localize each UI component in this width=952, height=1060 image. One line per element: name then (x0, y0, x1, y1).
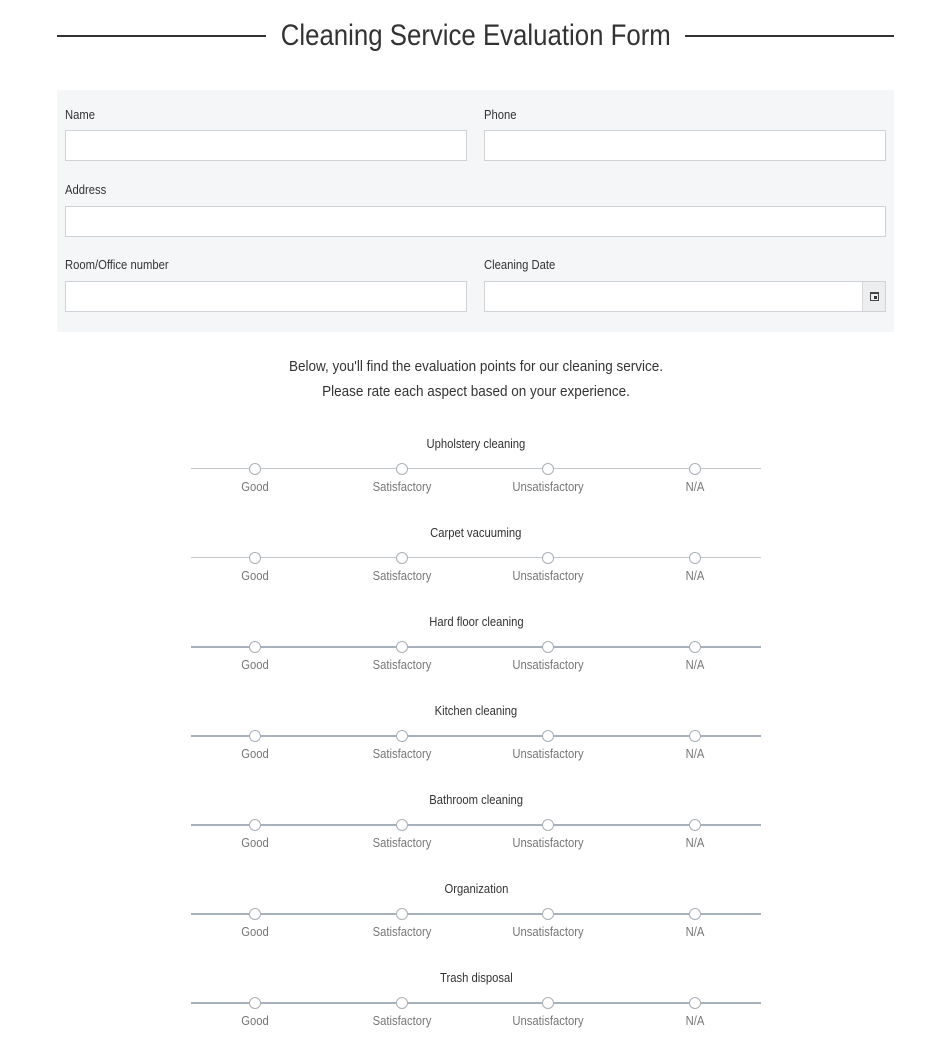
header-rule-right (685, 35, 894, 37)
rating-option[interactable] (342, 908, 462, 939)
rating-option[interactable] (635, 819, 755, 850)
question-label (0, 526, 952, 540)
rating-option[interactable] (195, 908, 315, 939)
rating-option-label: Unsatisfactory (512, 747, 584, 761)
rating-option[interactable] (488, 908, 608, 939)
rating-option[interactable] (488, 997, 608, 1028)
rating-option[interactable] (342, 641, 462, 672)
radio-button[interactable] (689, 730, 701, 742)
phone-label: Phone (484, 108, 517, 122)
question-label-text: Kitchen cleaning (434, 704, 518, 718)
radio-button[interactable] (689, 641, 701, 653)
rating-option[interactable] (488, 552, 608, 583)
name-label: Name (65, 108, 96, 122)
radio-button[interactable] (249, 463, 261, 475)
rating-option[interactable] (488, 730, 608, 761)
radio-button[interactable] (396, 552, 408, 564)
rating-option-label: N/A (685, 925, 705, 939)
rating-option-label: N/A (685, 836, 705, 850)
rating-question (0, 437, 952, 526)
page-title: Cleaning Service Evaluation Form (280, 19, 671, 52)
question-label-text: Carpet vacuuming (430, 526, 522, 540)
rating-option-label: Unsatisfactory (512, 925, 584, 939)
rating-option-label: Satisfactory (372, 480, 432, 494)
intro-text (0, 354, 952, 404)
rating-option[interactable] (195, 730, 315, 761)
rating-option[interactable] (488, 819, 608, 850)
rating-option-label: Satisfactory (372, 836, 432, 850)
rating-option-label: Good (241, 658, 269, 672)
calendar-icon (870, 292, 879, 301)
radio-button[interactable] (542, 908, 554, 920)
rating-option-label: N/A (685, 658, 705, 672)
rating-option[interactable] (488, 463, 608, 494)
address-input[interactable] (65, 206, 886, 237)
question-label-text: Upholstery cleaning (426, 437, 526, 451)
radio-button[interactable] (542, 552, 554, 564)
rating-option[interactable] (635, 552, 755, 583)
radio-button[interactable] (689, 552, 701, 564)
room-input[interactable] (65, 281, 467, 312)
radio-button[interactable] (249, 997, 261, 1009)
radio-button[interactable] (542, 819, 554, 831)
question-label (0, 615, 952, 629)
rating-option-label: Good (241, 1014, 269, 1028)
radio-button[interactable] (689, 819, 701, 831)
rating-question (0, 793, 952, 882)
rating-option-label: Good (241, 925, 269, 939)
radio-button[interactable] (396, 908, 408, 920)
radio-button[interactable] (396, 463, 408, 475)
form-header (57, 14, 894, 58)
rating-option-label: Good (241, 480, 269, 494)
rating-question (0, 704, 952, 793)
rating-option[interactable] (635, 997, 755, 1028)
phone-input[interactable] (484, 130, 886, 161)
rating-option-label: Satisfactory (372, 1014, 432, 1028)
radio-button[interactable] (689, 908, 701, 920)
rating-option[interactable] (342, 730, 462, 761)
rating-option-label: Satisfactory (372, 925, 432, 939)
radio-button[interactable] (689, 997, 701, 1009)
question-label-text: Bathroom cleaning (429, 793, 523, 807)
rating-option[interactable] (635, 908, 755, 939)
name-input[interactable] (65, 130, 467, 161)
rating-option-label: Unsatisfactory (512, 658, 584, 672)
rating-option[interactable] (488, 641, 608, 672)
date-label: Cleaning Date (484, 258, 556, 272)
rating-option-label: Good (241, 836, 269, 850)
rating-option[interactable] (195, 819, 315, 850)
rating-option[interactable] (635, 463, 755, 494)
rating-question (0, 882, 952, 971)
question-label-text: Organization (444, 882, 508, 896)
question-label (0, 437, 952, 451)
date-picker-button[interactable] (862, 282, 885, 311)
question-label (0, 704, 952, 718)
rating-option-label: Satisfactory (372, 658, 432, 672)
radio-button[interactable] (396, 730, 408, 742)
rating-option-label: Unsatisfactory (512, 569, 584, 583)
intro-line-2: Please rate each aspect based on your experience. (322, 383, 630, 400)
radio-button[interactable] (249, 641, 261, 653)
radio-button[interactable] (542, 997, 554, 1009)
rating-option-label: Good (241, 569, 269, 583)
rating-question (0, 526, 952, 615)
rating-option-label: Unsatisfactory (512, 1014, 584, 1028)
radio-button[interactable] (396, 997, 408, 1009)
radio-button[interactable] (249, 730, 261, 742)
radio-button[interactable] (249, 552, 261, 564)
radio-button[interactable] (542, 463, 554, 475)
radio-button[interactable] (396, 819, 408, 831)
radio-button[interactable] (542, 641, 554, 653)
rating-question (0, 615, 952, 704)
rating-option[interactable] (195, 463, 315, 494)
rating-option[interactable] (195, 552, 315, 583)
rating-option-label: Satisfactory (372, 569, 432, 583)
rating-option-label: Unsatisfactory (512, 480, 584, 494)
rating-option-label: Satisfactory (372, 747, 432, 761)
rating-option[interactable] (635, 730, 755, 761)
question-label (0, 971, 952, 985)
header-rule-left (57, 35, 266, 37)
rating-option[interactable] (342, 819, 462, 850)
question-label-text: Trash disposal (439, 971, 513, 985)
rating-option[interactable] (342, 463, 462, 494)
date-input[interactable] (484, 281, 886, 312)
rating-option[interactable] (195, 641, 315, 672)
room-label: Room/Office number (65, 258, 169, 272)
contact-panel (57, 90, 894, 332)
radio-button[interactable] (689, 463, 701, 475)
radio-button[interactable] (542, 730, 554, 742)
rating-option-label: N/A (685, 569, 705, 583)
rating-option-label: Unsatisfactory (512, 836, 584, 850)
rating-option[interactable] (195, 997, 315, 1028)
rating-option-label: N/A (685, 747, 705, 761)
question-label (0, 882, 952, 896)
address-label: Address (65, 183, 107, 197)
radio-button[interactable] (249, 908, 261, 920)
question-label-text: Hard floor cleaning (428, 615, 524, 629)
radio-button[interactable] (249, 819, 261, 831)
radio-button[interactable] (396, 641, 408, 653)
question-label (0, 793, 952, 807)
rating-option[interactable] (342, 997, 462, 1028)
rating-option-label: N/A (685, 480, 705, 494)
rating-option-label: N/A (685, 1014, 705, 1028)
intro-line-1: Below, you'll find the evaluation points for our cleaning service. (288, 358, 664, 375)
rating-option-label: Good (241, 747, 269, 761)
rating-option[interactable] (342, 552, 462, 583)
rating-option[interactable] (635, 641, 755, 672)
